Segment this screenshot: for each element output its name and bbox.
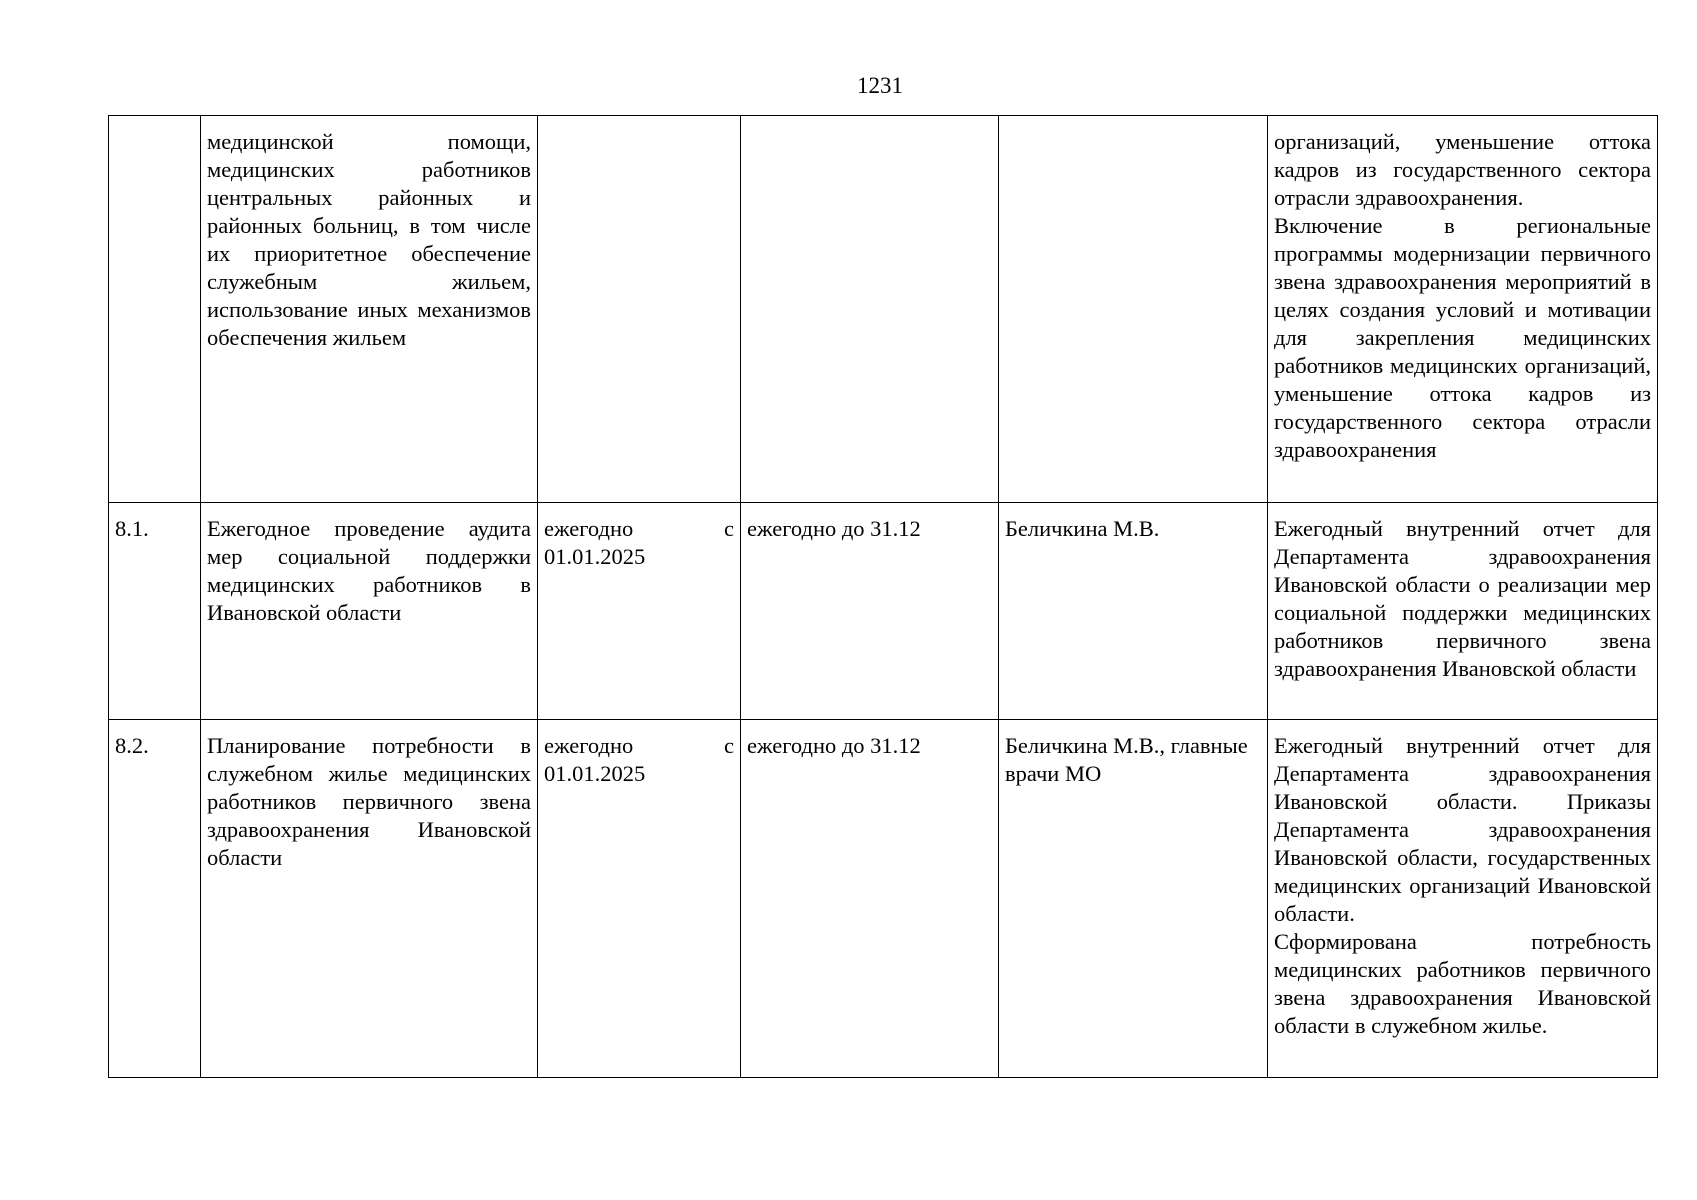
result-paragraph: Включение в региональные программы модернизации первичного звена здравоохранения мероприятий в целях создания условий и мотивации для закрепления медицинских работников медицинских организаций, уменьшение оттока кадров из государственного сектора отрасли здравоохранения: [1274, 213, 1651, 462]
table-row: [109, 720, 1658, 1078]
end-date-cell: ежегодно до 31.12: [741, 720, 999, 1078]
responsible-cell: Беличкина М.В., главные врачи МО: [999, 720, 1268, 1078]
result-paragraph: Ежегодный внутренний отчет для Департамента здравоохранения Ивановской области. Приказы Департамента здравоохранения Ивановской области, государственных медицинских организаций Ивановской области.: [1274, 733, 1651, 926]
end-date-cell: ежегодно до 31.12: [741, 503, 999, 720]
result-paragraph: организаций, уменьшение оттока кадров из государственного сектора отрасли здравоохранения.: [1274, 129, 1651, 210]
end-date-cell: [741, 116, 999, 503]
row-number-cell: 8.1.: [109, 503, 201, 720]
result-cell: [1268, 720, 1658, 1078]
start-date-cell: ежегодно с 01.01.2025: [538, 503, 741, 720]
result-paragraph: Ежегодный внутренний отчет для Департамента здравоохранения Ивановской области о реализации мер социальной поддержки медицинских работников первичного звена здравоохранения Ивановской области: [1274, 516, 1651, 681]
result-paragraph: Сформирована потребность медицинских работников первичного звена здравоохранения Ивановской области в служебном жилье.: [1274, 929, 1651, 1038]
table-row: [109, 116, 1658, 503]
row-number-cell: [109, 116, 201, 503]
row-number-cell: 8.2.: [109, 720, 201, 1078]
page-number: 1231: [857, 73, 903, 98]
result-cell: [1268, 116, 1658, 503]
start-date-cell: [538, 116, 741, 503]
measures-table: [108, 115, 1658, 1078]
measure-cell: Планирование потребности в служебном жилье медицинских работников первичного звена здравоохранения Ивановской области: [201, 720, 538, 1078]
table-row: [109, 503, 1658, 720]
measure-cell: медицинской помощи, медицинских работников центральных районных и районных больниц, в том числе их приоритетное обеспечение служебным жильем, использование иных механизмов обеспечения жильем: [201, 116, 538, 503]
start-date-cell: ежегодно с 01.01.2025: [538, 720, 741, 1078]
responsible-cell: Беличкина М.В.: [999, 503, 1268, 720]
responsible-cell: [999, 116, 1268, 503]
measure-cell: Ежегодное проведение аудита мер социальной поддержки медицинских работников в Ивановской области: [201, 503, 538, 720]
result-cell: [1268, 503, 1658, 720]
